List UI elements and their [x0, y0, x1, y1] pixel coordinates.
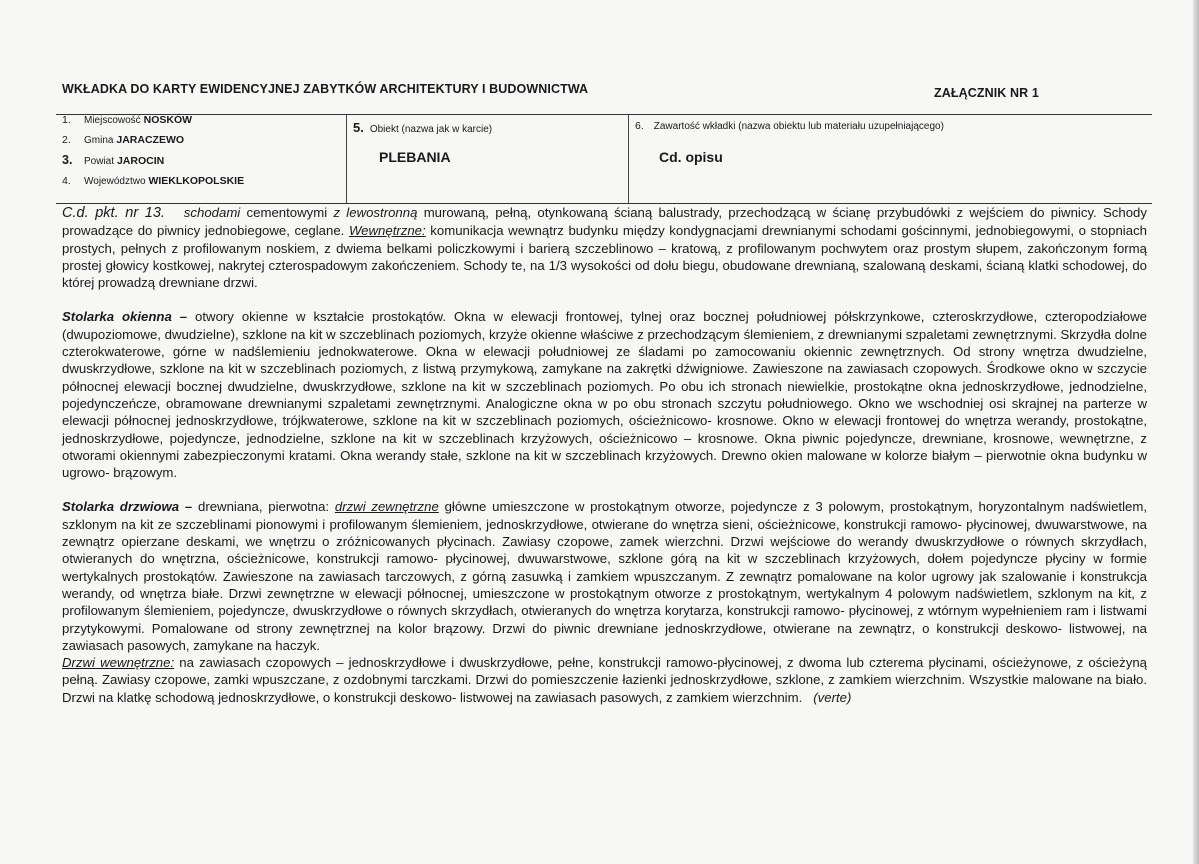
text-run: cementowymi — [240, 205, 334, 220]
row-number: 3. — [62, 153, 73, 167]
object-label-text: Obiekt (nazwa jak w karcie) — [369, 124, 493, 135]
content-label-text: Zawartość wkładki (nazwa obiektu lub materiału uzupełniającego) — [653, 121, 944, 132]
locality-value: NOSKÓW — [143, 114, 193, 126]
verte-marker: (verte) — [813, 689, 852, 705]
text-run: na zawiasach czopowych – jednoskrzydłowe i dwuskrzydłowe, pełne, konstrukcji ramowo-płycinowej, z dwoma lub czterema płycinami, ościeżynowe, z ościeżyną pełną. Zawiasy czopowe, zamki wpuszczane, z ozdobnymi tarczkami. Drzwi do pomieszczenie łazienki jednoskrzydłowe, szklone, z zamkiem wierzchnim. Wszystkie malowane na biało. Drzwi na klatkę schodową jednoskrzydłowe, o konstrukcji deskowo- listwowej na zawiasach pasowych, z zamkiem wierzchnim. — [62, 655, 1147, 705]
underlined-term: Wewnętrzne: — [348, 223, 426, 239]
text-run: murowaną, pełną, otynkowaną ścianą balustrady, przechodzącą w ścianę przybudówki z wejściem do piwnicy. Schody prowadzące do piwnicy jednobiegowe, ceglane. — [62, 205, 1147, 239]
object-value: PLEBANIA — [379, 149, 451, 165]
form-title: WKŁADKA DO KARTY EWIDENCYJNEJ ZABYTKÓW ARCHITEKTURY I BUDOWNICTWA — [62, 82, 589, 96]
commune-value: JARACZEWO — [116, 134, 185, 146]
italic-term: z lewostronną — [333, 205, 418, 220]
county-row — [62, 153, 164, 167]
row-number: 4. — [62, 175, 71, 187]
county-value: JAROCIN — [116, 155, 165, 167]
text-run: komunikacja wewnątrz budynku między kondygnacjami drewnianymi schodami gościnnymi, jednobiegowymi, o stopniach prostych, pełnych z profilowanym noskiem, z dwiema belkami policzkowymi i barierą szczeblinowo – kratową, z profilowanym pochwytem oraz prostym słupem, zakończonym formą prostej głowicy kostkowej, nakrytej czterospadowym zakończeniem. Schody te, na 1/3 wysokości od dołu biegu, obudowane drewnianą, szalowaną deskami, ścianą klatki schodowej, do której prowadzą drewniane drzwi. — [62, 223, 1147, 291]
content-cell — [628, 115, 1153, 203]
content-value: Cd. opisu — [659, 149, 723, 165]
text-run: drewniana, pierwotna: — [192, 499, 335, 515]
object-label — [353, 120, 492, 135]
commune-row — [62, 134, 184, 146]
text-run: główne umieszczone w prostokątnym otworze, pojedyncze z 3 polowym, prostokątnym, horyzontalnym nadświetlem, szklonym na kit ze szczeblinami pionowymi i profilowanym ślemieniem, jednoskrzydłowe, otwierane do wnętrza sieni, ościeżnicowe, konstrukcji ramowo- płycinowej, dwuwarstwowe, na zewnątrz opierzane deskami, we wnętrzu o zróżnicowanych płycinach. Zawiasy czopowe, zamek wierzchni. Drzwi wejściowe do werandy dwuskrzydłowe o równych skrzydłach, otwieranych do wnętrzna, ościeżnicowe, konstrukcji ramowo- płycinowej, dwuwarstwowe, szklone górą na kit w szczeblinach krzyżowych, dołem pojedyncze płyciny w formie wertykalnych prostokątów. Zawieszone na zawiasach tarczowych, z górną zasuwką i zamkiem wpuszczanym. Z zewnątrz pomalowane na kolor ugrowy jak szalowanie i konstrukcja werandy, od wnętrza białe. Drzwi zewnętrzne w elewacji północnej, umieszczone w prostokątnym otworze z prostokątnym, wertykalnym 4 polowym nadświetlem, szklonym na kit, z profilowanym ślemieniem, pojedyncze, dwuskrzydłowe o równych skrzydłach, otwieranych do wnętrza korytarza, konstrukcji ramowo- płycinowej, z wtórnym wypełnieniem ram i listwami przytykowymi. Pomalowane od strony zewnętrznej na kolor brązowy. Drzwi do piwnic drewniane jednoskrzydłowe, otwierane na zewnątrz, o konstrukcji deskowo- listwowej, na zawiasach pasowych, zamykane na haczyk. — [62, 499, 1148, 653]
section-heading: Stolarka okienna – — [62, 309, 188, 325]
text-run: otwory okienne w kształcie prostokątów. Okna w elewacji frontowej, tylnej oraz bocznej południowej półskrzynkowe, czteroskrzydłowe, czteropodziałowe (dwupoziomowe, dwudzielne), szklone na kit w szczeblinach poziomych, krzyże okienne właściwe z przechodzącym ślemieniem, z drewnianymi szpaletami zewnętrznymi. Skrzydła dolne czterokwaterowe, górne w nadślemieniu jednokwaterowe. Okna w elewacji południowej ze śladami po zamocowaniu okiennic zewnętrznych. Od strony wnętrza dwudzielne, dwuskrzydłowe, szklone na kit w szczeblinach poziomych, z listwą przymykową, zamykane na zakrętki dźwigniowe. Zawieszone na zawiasach czopowych. Środkowe okno w szczycie północnej elewacji bocznej dwudzielne, dwuskrzydłowe, szklone na kit w szczeblinach poziomych. Po obu ich stronach niewielkie, prostokątne okna jednoskrzydłowe, jednodzielne, pojedynczeńcze, obramowane drewnianymi szpaletami zewnętrznymi. Analogiczne okna w po obu stronach szczytu południowego. Okno we wschodniej osi skrajnej na parterze w elewacji północnej jednoskrzydłowe, trójkwaterowe, szklone na kit w szczeblinach poziomych, ościeżnicowo- krosnowe. Okno w elewacji frontowej do wnętrza werandy, prostokątne, jednoskrzydłowe, pojedyncze, jednodzielne, szklone na kit w szczeblinach krzyżowych, ościeżnicowo – krosnowe. Okna piwnic pojedyncze, drewniane, krosnowe, wewnętrzne, z otworami okiennymi zabezpieczonymi kratami. Okna werandy stałe, szklone na kit w szczeblinach krzyżowych. Drewno okien malowane w kolorze białym – pierwotnie okna budynku w ugrowo- brązowym. — [62, 309, 1147, 481]
object-number: 5. — [353, 120, 364, 135]
continuation-marker: C.d. pkt. nr 13. — [62, 205, 165, 221]
underlined-term: Drzwi wewnętrzne: — [62, 655, 175, 671]
underlined-term: drzwi zewnętrzne — [334, 499, 439, 515]
scan-edge — [1193, 0, 1199, 864]
commune-label: Gmina — [84, 135, 114, 146]
paragraph-windows — [62, 308, 1147, 481]
annex-label: ZAŁĄCZNIK NR 1 — [934, 86, 1039, 100]
voivodeship-label: Województwo — [84, 176, 146, 187]
italic-term: schodami — [183, 205, 241, 220]
paragraph-doors — [62, 498, 1147, 706]
paragraph-stairs — [62, 204, 1147, 291]
row-number: 2. — [62, 134, 71, 146]
section-heading: Stolarka drzwiowa – — [62, 499, 193, 515]
voivodeship-value: WIEKLKOPOLSKIE — [148, 175, 245, 187]
content-number: 6. — [635, 120, 644, 132]
location-cell — [56, 115, 346, 203]
object-cell — [346, 115, 629, 203]
content-label — [635, 120, 944, 132]
record-table — [56, 114, 1152, 204]
row-number: 1. — [62, 114, 71, 126]
county-label: Powiat — [84, 156, 115, 167]
description-body — [62, 204, 1147, 706]
voivodeship-row — [62, 175, 244, 187]
locality-label: Miejscowość — [84, 115, 141, 126]
locality-row — [62, 114, 192, 126]
